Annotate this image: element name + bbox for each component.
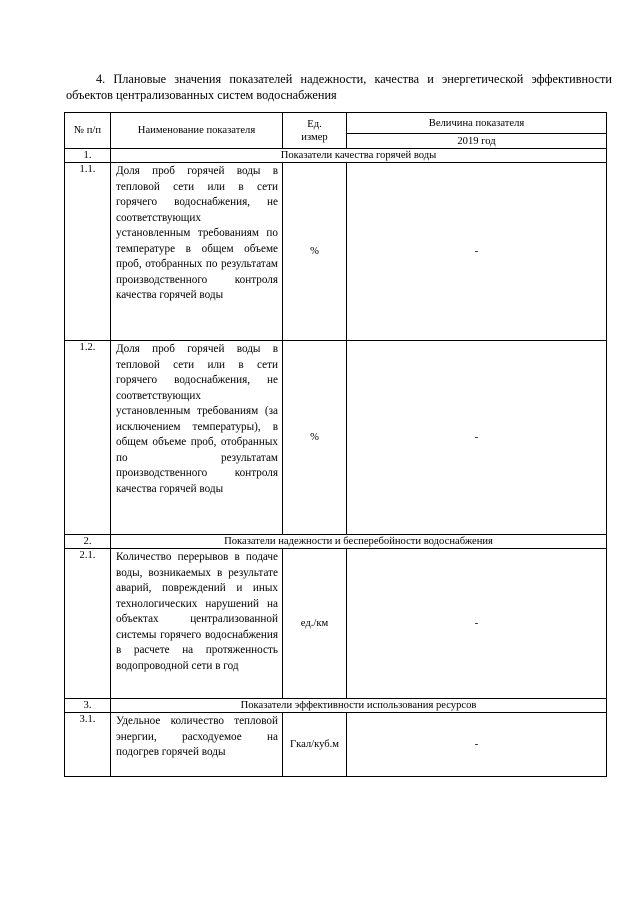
header-num: № п/п [65, 113, 111, 149]
row-unit: Гкал/куб.м [283, 713, 347, 777]
header-year: 2019 год [347, 134, 607, 149]
header-name: Наименование показателя [111, 113, 283, 149]
row-value: - [347, 163, 607, 341]
section-title: Показатели качества горячей воды [111, 149, 607, 163]
row-num: 3.1. [65, 713, 111, 777]
row-unit: % [283, 163, 347, 341]
row-num: 2.1. [65, 549, 111, 699]
section-num: 3. [65, 699, 111, 713]
indicators-table [64, 112, 607, 777]
table-row [65, 713, 607, 777]
section-row [65, 149, 607, 163]
row-value: - [347, 713, 607, 777]
section-row [65, 699, 607, 713]
section-title: Показатели эффективности использования ресурсов [111, 699, 607, 713]
table-row [65, 163, 607, 341]
row-value: - [347, 549, 607, 699]
section-row [65, 535, 607, 549]
row-unit: ед./км [283, 549, 347, 699]
row-name: Количество перерывов в подаче воды, возникаемых в результате аварий, повреждений и иных технологических нарушений на объектах централизованной системы горячего водоснабжения в расчете на протяженность водопроводной сети в год [111, 549, 283, 699]
section-num: 2. [65, 535, 111, 549]
table-row [65, 341, 607, 535]
row-num: 1.2. [65, 341, 111, 535]
header-value: Величина показателя [347, 113, 607, 134]
row-unit: % [283, 341, 347, 535]
section-num: 1. [65, 149, 111, 163]
row-value: - [347, 341, 607, 535]
table-row [65, 549, 607, 699]
section-title: Показатели надежности и бесперебойности водоснабжения [111, 535, 607, 549]
header-unit: Ед. измер [283, 113, 347, 149]
row-name: Доля проб горячей воды в тепловой сети или в сети горячего водоснабжения, не соответствующих установленным требованиям по температуре в общем объеме проб, отобранных по результатам производственного контроля качества горячей воды [111, 163, 283, 341]
document-heading: 4. Плановые значения показателей надежности, качества и энергетической эффективности объектов централизованных систем водоснабжения [66, 72, 612, 102]
row-name: Доля проб горячей воды в тепловой сети или в сети горячего водоснабжения, не соответствующих установленным требованиям (за исключением температуры), в общем объеме проб, отобранных по результатам производственного контроля качества горячей воды [111, 341, 283, 535]
row-name: Удельное количество тепловой энергии, расходуемое на подогрев горячей воды [111, 713, 283, 777]
row-num: 1.1. [65, 163, 111, 341]
